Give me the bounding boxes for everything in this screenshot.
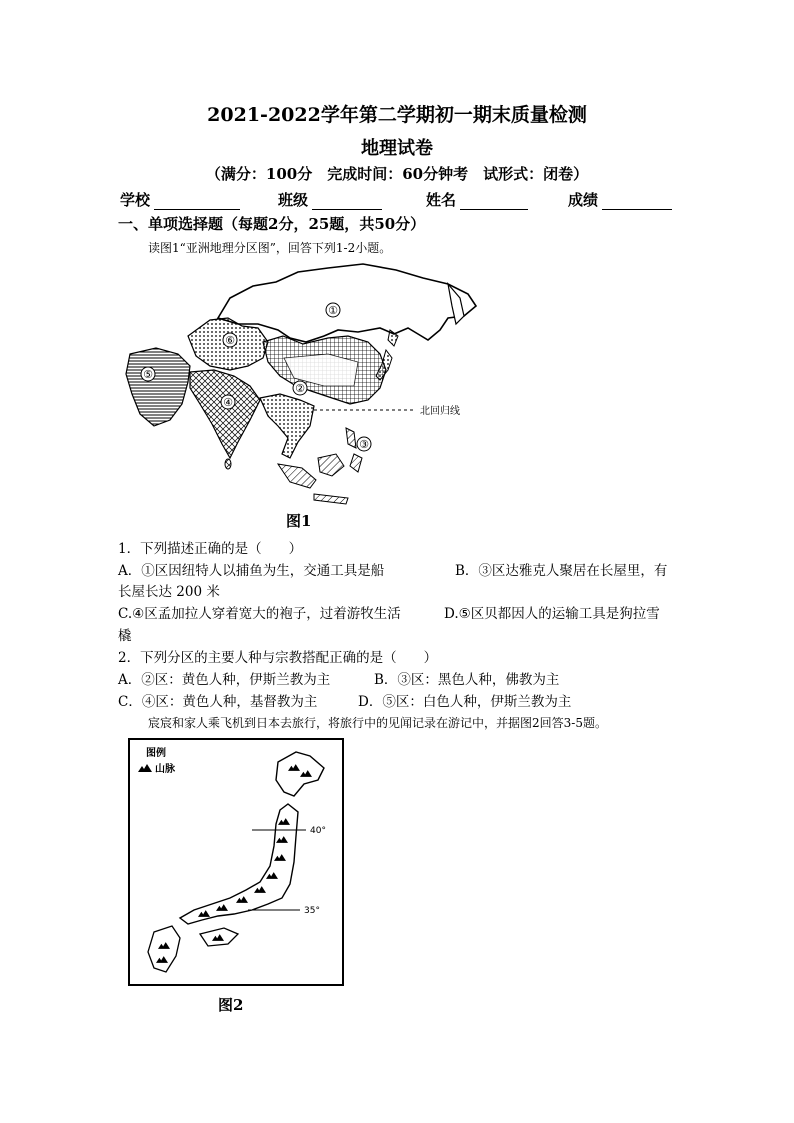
region-west-asia <box>126 348 190 426</box>
asia-region-map <box>118 258 518 508</box>
legend-item: 山脉 <box>155 764 175 775</box>
region-southeast-asia <box>260 394 314 458</box>
name-field[interactable] <box>426 189 528 210</box>
philippines <box>346 428 356 448</box>
legend-title: 图例 <box>146 748 166 759</box>
figure1-intro: 读图1“亚洲地理分区图”，回答下列1-2小题。 <box>148 241 392 255</box>
q1-option-d[interactable]: D.⑤区贝都因人的运输工具是狗拉雪 <box>444 606 660 622</box>
exam-info: （满分：100分 完成时间：60分钟考 试形式：闭卷） <box>205 165 589 183</box>
q2-stem: 2．下列分区的主要人种与宗教搭配正确的是（ ） <box>118 650 438 666</box>
school-field[interactable] <box>120 189 240 210</box>
java <box>314 494 348 504</box>
latitude-35-label: 35° <box>304 906 320 916</box>
name-label: 姓名 <box>426 191 457 209</box>
label-1: ① <box>328 304 338 317</box>
section-heading: 一、单项选择题（每题2分，25题，共50分） <box>118 215 426 233</box>
q1-option-b-cont: 长屋长达 200 米 <box>118 584 220 600</box>
q2-option-d[interactable]: D．⑤区：白色人种，伊斯兰教为主 <box>358 694 572 710</box>
q1-option-d-cont: 橇 <box>118 628 132 644</box>
sulawesi <box>350 454 362 472</box>
q2-option-a[interactable]: A．②区：黄色人种，伊斯兰教为主 <box>118 672 331 688</box>
label-3: ③ <box>359 438 369 451</box>
school-label: 学校 <box>120 191 151 209</box>
class-field[interactable] <box>278 189 382 210</box>
class-label: 班级 <box>278 191 309 209</box>
exam-subtitle: 地理试卷 <box>361 138 433 159</box>
label-2: ② <box>295 382 305 395</box>
exam-title: 2021-2022学年第二学期初一期末质量检测 <box>207 104 587 126</box>
region-south-asia <box>190 370 260 458</box>
q1-option-a[interactable]: A．①区因纽特人以捕鱼为生，交通工具是船 <box>118 563 385 579</box>
latitude-40-label: 40° <box>310 826 326 836</box>
class-blank[interactable] <box>312 193 382 210</box>
figure1-caption: 图1 <box>286 512 312 530</box>
label-4: ④ <box>223 396 233 409</box>
q1-option-c[interactable]: C.④区孟加拉人穿着宽大的袍子，过着游牧生活 <box>118 606 401 622</box>
q2-option-c[interactable]: C．④区：黄色人种，基督教为主 <box>118 694 318 710</box>
tropic-label: 北回归线 <box>420 406 460 417</box>
q2-option-b[interactable]: B．③区：黑色人种，佛教为主 <box>374 672 560 688</box>
sumatra <box>278 464 316 488</box>
label-6: ⑥ <box>225 334 235 347</box>
sri-lanka <box>225 459 231 469</box>
school-blank[interactable] <box>154 193 240 210</box>
score-label: 成绩 <box>568 191 599 209</box>
student-info-row <box>120 189 680 211</box>
score-field[interactable] <box>568 189 672 210</box>
name-blank[interactable] <box>460 193 528 210</box>
borneo <box>318 454 344 476</box>
q1-option-b[interactable]: B．③区达雅克人聚居在长屋里，有 <box>455 563 668 579</box>
figure2-intro: 宸宸和家人乘飞机到日本去旅行，将旅行中的见闻记录在游记中，并据图2回答3-5题。 <box>148 716 607 730</box>
japan-map <box>128 738 344 986</box>
figure2-caption: 图2 <box>218 996 244 1014</box>
label-5: ⑤ <box>143 368 153 381</box>
q1-stem: 1．下列描述正确的是（ ） <box>118 541 303 557</box>
score-blank[interactable] <box>602 193 672 210</box>
